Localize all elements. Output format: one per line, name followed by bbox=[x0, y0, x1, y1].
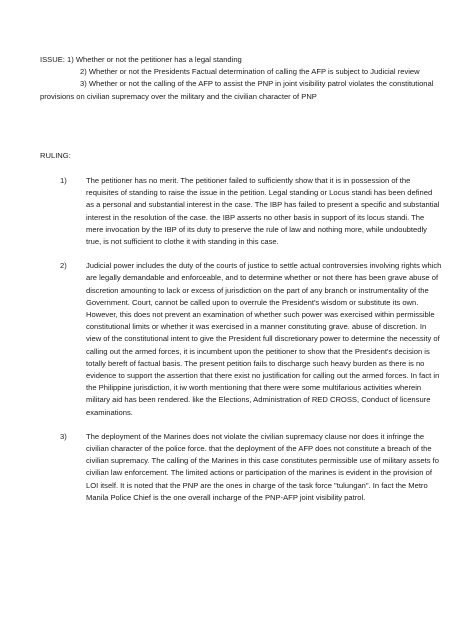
ruling-list bbox=[60, 175, 442, 516]
ruling-heading: RULING: bbox=[40, 151, 71, 160]
ruling-item-text: The deployment of the Marines does not violate the civilian supremacy clause nor does it infringe the civilian character of the police force. that the deployment of the AFP does not constitute a breach of the civilian supremacy. The calling of the Marines in this case constitutes permissible use of military assets fo civilian law enforcement. The limited actions or participation of the marines is evident in the provision of LOI itself. It is noted that the PNP are the ones in charge of the task force "tulungan". In fact the Metro Manila Police Chief is the one overall incharge of the PNP-AFP joint visibility patrol. bbox=[86, 431, 439, 502]
ruling-item-text: The petitioner has no merit. The petitioner failed to sufficiently show that it is in possession of the requisites of standing to raise the issue in the petition. Legal standing or Locus standi has been defined as a personal and substantial interest in the case. The IBP has failed to present a specific and substantial interest in the resolution of the case. the IBP asserts no other basis in support of its locus standi. The mere invocation by the IBP of its duty to preserve the rule of law and nothing more, while undoubtedly true, is not sufficient to clothe it with standing in this case. bbox=[86, 176, 440, 247]
ruling-item-number: 1) bbox=[60, 176, 67, 185]
ruling-item-number: 3) bbox=[60, 431, 67, 441]
ruling-item-1 bbox=[60, 175, 442, 248]
ruling-item-text: Judicial power includes the duty of the courts of justice to settle actual controversies involving rights which are legally demandable and enforceable, and to determine whether or not there has been grave abuse of discretion amounting to lack or excess of jurisdiction on the part of any branch or instrumentality of the Government. Court, cannot be called upon to overrule the President's wisdom or substitute its own. However, this does not prevent an examination of whether such power was exercised within permissible constitutional limits or whether it was exercised in a manner constituting grave. abuse of discretion. In view of the constitutional intent to give the President full discretionary power to determine the necessity of calling out the armed forces, it is incumbent upon the petitioner to show that the President's decision is totally bereft of factual basis. The present petition fails to discharge such heavy burden as there is no evidence to support the assertion that there exist no justification for calling out the armed forces. In fact in the Philippine jurisdiction, it iw worth mentioning that there were some multifarious activities wherein military aid has been rendered. like the Elections, Administration of RED CROSS, Conduct of licensure examinations. bbox=[86, 261, 442, 417]
ruling-item-number: 2) bbox=[60, 261, 67, 271]
issue-line-2: 2) Whether or not the Presidents Factual determination of calling the AFP is subject to Judicial review bbox=[80, 67, 420, 77]
ruling-item-2 bbox=[60, 260, 442, 419]
issue-section bbox=[40, 54, 440, 103]
issue-line-1: ISSUE: 1) Whether or not the petitioner has a legal standing bbox=[40, 55, 242, 64]
ruling-item-3 bbox=[60, 431, 442, 504]
issue-line-3: 3) Whether or not the calling of the AFP to assist the PNP in joint visibility patrol violates the constitutional provisions on civilian supremacy over the military and the civilian character of PNP bbox=[40, 79, 434, 101]
